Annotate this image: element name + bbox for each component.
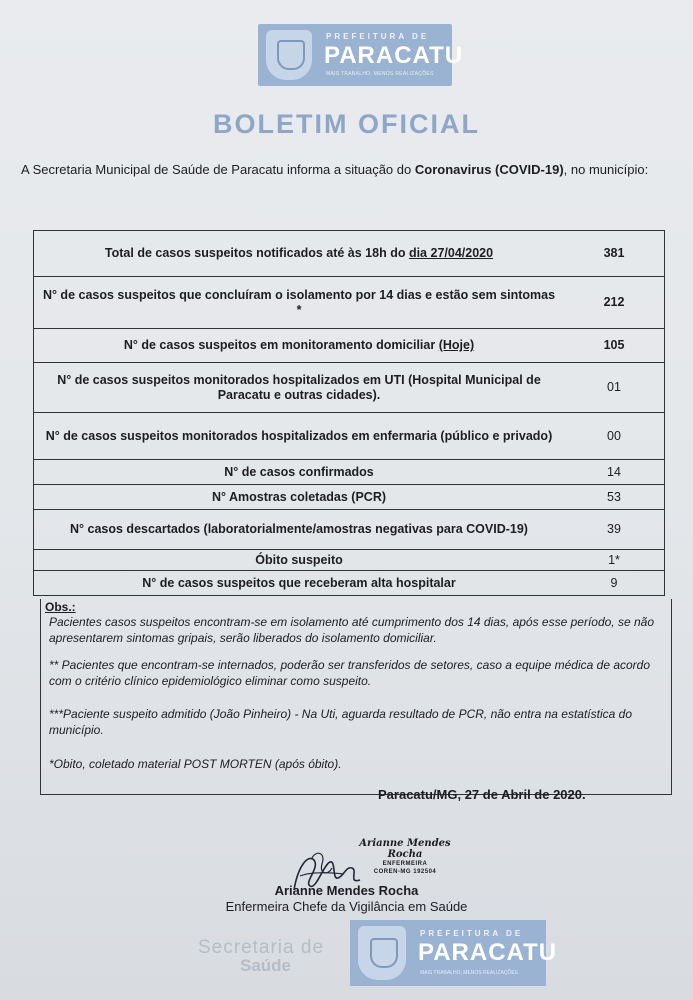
- intro-text-end: , no município:: [563, 162, 649, 177]
- statistics-table: [33, 230, 665, 596]
- row-value: 39: [607, 522, 621, 536]
- prefeitura-logo: [258, 24, 464, 86]
- row-label: N° de casos suspeitos que concluíram o isolamento por 14 dias e estão sem sintomas *: [42, 287, 556, 317]
- table-row: [34, 231, 664, 277]
- page-title: BOLETIM OFICIAL: [213, 109, 480, 139]
- intro-bold: Coronavirus (COVID-19): [414, 162, 564, 177]
- obs-heading: Obs.:: [45, 600, 76, 614]
- footer-logo-prefeitura-text: PREFEITURA DE: [420, 929, 524, 938]
- row-value: 212: [603, 295, 625, 309]
- obs-note: *Obito, coletado material POST MORTEN (após óbito).: [49, 757, 342, 771]
- stamp-role: ENFERMEIRA: [382, 861, 428, 867]
- intro-paragraph: [21, 161, 669, 178]
- row-value: 00: [607, 428, 621, 443]
- row-label: N° de casos confirmados: [224, 464, 374, 479]
- row-value: 105: [603, 338, 625, 352]
- row-value: 53: [607, 489, 621, 504]
- row-value: 381: [603, 246, 625, 260]
- table-row: [34, 413, 664, 460]
- table-row: [34, 571, 664, 596]
- table-row: [34, 550, 664, 571]
- table-row: [34, 363, 664, 413]
- signer-name: Arianne Mendes Rocha: [274, 883, 419, 898]
- row-label: N° casos descartados (laboratorialmente/amostras negativas para COVID-19): [70, 522, 528, 536]
- footer-prefeitura-logo: [350, 920, 558, 986]
- logo-slogan: MAIS TRABALHO, MENOS REALIZAÇÕES: [326, 71, 434, 77]
- secretaria-watermark: [198, 939, 324, 975]
- table-row: [34, 329, 664, 363]
- stamp-registration: COREN-MG 192504: [373, 869, 437, 875]
- coat-of-arms-icon: [266, 30, 312, 80]
- row-value: 14: [607, 464, 621, 479]
- logo-city-text: PARACATU: [324, 42, 464, 69]
- signer-role: Enfermeira Chefe da Vigilância em Saúde: [225, 899, 468, 914]
- row-value: 9: [610, 575, 618, 590]
- professional-stamp: [350, 838, 460, 876]
- table-row: [34, 460, 664, 485]
- observations-box: [40, 599, 672, 795]
- table-row: [34, 277, 664, 329]
- logo-prefeitura-text: PREFEITURA DE: [326, 32, 430, 41]
- row-label: N° de casos suspeitos em monitoramento domiciliar (Hoje): [123, 338, 475, 352]
- row-value: 1*: [608, 552, 620, 567]
- row-value: 01: [607, 380, 621, 394]
- table-row: [34, 510, 664, 550]
- saude-text: Saúde: [240, 956, 292, 975]
- footer-logo-city-text: PARACATU: [418, 939, 558, 966]
- obs-note: ** Pacientes que encontram-se internados, poderão ser transferidos de setores, caso a equipe médica de acordo com o critério clínico epidemiológico eliminar como suspeito.: [49, 658, 651, 688]
- obs-note: Pacientes casos suspeitos encontram-se em isolamento até cumprimento dos 14 dias, após esse período, se não apresentarem sintomas gripais, serão liberados do isolamento domiciliar.: [49, 615, 654, 645]
- row-label: Total de casos suspeitos notificados até às 18h do dia 27/04/2020: [104, 246, 494, 260]
- document-date: Paracatu/MG, 27 de Abril de 2020.: [378, 787, 586, 802]
- row-label: N° de casos suspeitos monitorados hospitalizados em enfermaria (público e privado): [45, 428, 553, 443]
- table-row: [34, 485, 664, 510]
- intro-text: A Secretaria Municipal de Saúde de Paracatu informa a situação do: [21, 162, 415, 177]
- footer-logo-slogan: MAIS TRABALHO, MENOS REALIZAÇÕES: [420, 970, 518, 976]
- obs-note: ***Paciente suspeito admitido (João Pinheiro) - Na Uti, aguarda resultado de PCR, não entra na estatística do município.: [49, 707, 632, 737]
- row-label: N° de casos suspeitos que receberam alta hospitalar: [142, 575, 456, 590]
- row-label: Óbito suspeito: [255, 552, 343, 567]
- coat-of-arms-icon: [358, 926, 406, 980]
- secretaria-text: Secretaria de: [198, 937, 325, 958]
- row-label: N° de casos suspeitos monitorados hospitalizados em UTI (Hospital Municipal de Paracatu e outras cidades).: [57, 372, 541, 402]
- row-label: N° Amostras coletadas (PCR): [211, 489, 387, 504]
- stamp-name: Arianne Mendes Rocha: [359, 838, 451, 860]
